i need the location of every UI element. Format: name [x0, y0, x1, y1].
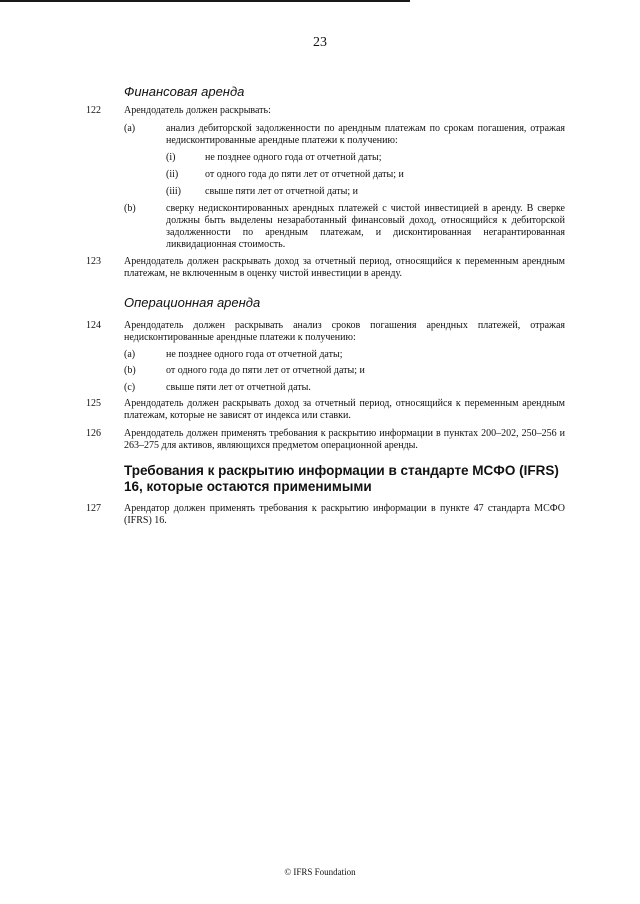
item-text-124a: не позднее одного года от отчетной даты; — [166, 349, 343, 360]
section-heading-finance-lease: Финансовая аренда — [124, 84, 245, 99]
subitem-label-122a-ii: (ii) — [166, 169, 179, 180]
page-number: 23 — [313, 35, 327, 50]
section-heading-ifrs16: Требования к раскрытию информации в стандарте МСФО (IFRS) 16, которые остаются применимыми — [124, 463, 559, 494]
footer-copyright: © IFRS Foundation — [284, 867, 356, 877]
paragraph-number-124: 124 — [86, 320, 101, 331]
subitem-text-122a-i: не позднее одного года от отчетной даты; — [205, 152, 382, 163]
section-heading-operating-lease: Операционная аренда — [124, 295, 261, 310]
item-text-124b: от одного года до пяти лет от отчетной даты; и — [166, 365, 365, 376]
paragraph-123-text: Арендодатель должен раскрывать доход за отчетный период, относящийся к переменным арендным платежам, не включенным в оценку чистой инвестиции в аренду. — [124, 256, 565, 279]
item-text-122a: анализ дебиторской задолженности по арендным платежам по срокам погашения, отражая недисконтированные арендные платежи к получению: — [166, 123, 565, 146]
paragraph-number-123: 123 — [86, 256, 101, 267]
item-label-124a: (a) — [124, 349, 136, 360]
item-label-124c: (c) — [124, 382, 136, 393]
paragraph-124-text: Арендодатель должен раскрывать анализ сроков погашения арендных платежей, отражая недисконтированные арендные платежи к получению: — [124, 320, 565, 343]
item-text-124c: свыше пяти лет от отчетной даты. — [166, 382, 311, 393]
top-rule — [0, 0, 410, 2]
paragraph-number-126: 126 — [86, 428, 101, 439]
paragraph-number-127: 127 — [86, 503, 101, 514]
item-label-122a: (a) — [124, 123, 136, 134]
item-label-124b: (b) — [124, 365, 136, 376]
paragraph-127-text: Арендатор должен применять требования к раскрытию информации в пункте 47 стандарта МСФО (IFRS) 16. — [124, 503, 565, 526]
paragraph-number-122: 122 — [86, 105, 101, 116]
paragraph-122-text: Арендодатель должен раскрывать: — [124, 105, 271, 116]
subitem-label-122a-iii: (iii) — [166, 186, 181, 197]
paragraph-number-125: 125 — [86, 398, 101, 409]
paragraph-126-text: Арендодатель должен применять требования к раскрытию информации в пунктах 200–202, 250–256 и 263–275 для активов, являющихся предметом операционной аренды. — [124, 428, 565, 451]
item-text-122b: сверку недисконтированных арендных платежей с чистой инвестицией в аренду. В сверке должны быть выделены незаработанный финансовый доход, относящийся к дебиторской задолженности по арендным платежам, и дисконтированная негарантированная ликвидационная стоимость. — [166, 203, 565, 250]
subitem-text-122a-ii: от одного года до пяти лет от отчетной даты; и — [205, 169, 404, 180]
paragraph-125-text: Арендодатель должен раскрывать доход за отчетный период, относящийся к переменным арендным платежам, которые не зависят от индекса или ставки. — [124, 398, 565, 421]
item-label-122b: (b) — [124, 203, 136, 214]
subitem-label-122a-i: (i) — [166, 152, 176, 163]
subitem-text-122a-iii: свыше пяти лет от отчетной даты; и — [205, 186, 358, 197]
